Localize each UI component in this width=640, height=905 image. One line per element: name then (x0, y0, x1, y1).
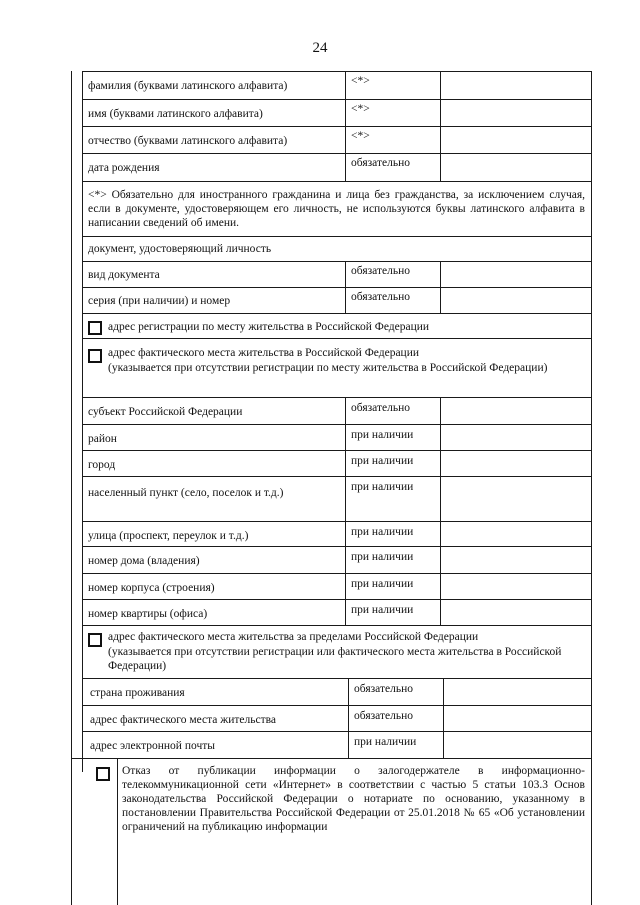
name-row-divider (82, 99, 591, 100)
name-row-requirement: <*> (351, 103, 370, 115)
rf-address-row-label: номер квартиры (офиса) (88, 608, 208, 620)
rf-address-col-sep-2 (440, 546, 441, 573)
id-doc-col-sep-1 (345, 287, 346, 313)
name-row-label: имя (буквами латинского алфавита) (88, 108, 263, 120)
rf-address-col-sep-2 (440, 397, 441, 424)
actual-address-rf-label: адрес фактического места жительства в Российской Федерации (108, 347, 420, 359)
abroad-address-col-sep-2 (443, 705, 444, 731)
abroad-address-col-sep-2 (443, 678, 444, 705)
name-row-requirement: обязательно (351, 157, 410, 169)
rf-address-row-divider (82, 546, 591, 547)
abroad-address-row-requirement: обязательно (354, 710, 413, 722)
abroad-address-row-label: адрес электронной почты (90, 740, 215, 752)
actual-address-abroad-checkbox[interactable] (88, 633, 102, 647)
abroad-address-row-label: адрес фактического места жительства (90, 714, 276, 726)
rf-address-col-sep-1 (345, 397, 346, 424)
rf-address-row-requirement: при наличии (351, 578, 414, 590)
refusal-inner-separator (117, 758, 118, 905)
rf-address-row-label: район (88, 433, 117, 445)
name-col-sep-1 (345, 126, 346, 153)
name-col-sep-2 (440, 71, 441, 99)
rf-address-col-sep-2 (440, 521, 441, 546)
rf-address-row-divider (82, 476, 591, 477)
rf-address-row-requirement: при наличии (351, 455, 414, 467)
id-doc-col-sep-2 (440, 287, 441, 313)
rf-address-col-sep-2 (440, 573, 441, 599)
id-doc-header-divider (82, 261, 591, 262)
refusal-top-divider (71, 758, 591, 759)
id-doc-row-requirement: обязательно (351, 265, 410, 277)
rf-address-col-sep-1 (345, 521, 346, 546)
name-row-divider (82, 153, 591, 154)
rf-address-row-label: город (88, 459, 116, 471)
actual-address-abroad-note: (указывается при отсутствии регистрации или фактического места жительства в Российской Федерации) (108, 646, 562, 672)
rf-address-col-sep-2 (440, 599, 441, 625)
name-row-label: дата рождения (88, 162, 160, 174)
outer-left-border (71, 71, 72, 905)
rf-address-row-requirement: при наличии (351, 604, 414, 616)
registration-address-divider (82, 338, 591, 339)
actual-address-rf-divider (82, 397, 591, 398)
rf-address-col-sep-1 (345, 450, 346, 476)
rf-address-row-divider (82, 424, 591, 425)
name-row-requirement: <*> (351, 130, 370, 142)
id-doc-header: документ, удостоверяющий личность (88, 243, 272, 255)
rf-address-row-divider (82, 450, 591, 451)
name-col-sep-2 (440, 153, 441, 181)
rf-address-row-requirement: обязательно (351, 402, 410, 414)
id-doc-row-label: серия (при наличии) и номер (88, 295, 231, 307)
right-border (591, 71, 592, 905)
id-doc-row-requirement: обязательно (351, 291, 410, 303)
refusal-text: Отказ от публикации информации о залогодержателе в информационно-телекоммуникационной сети «Интернет» в соответствии с частью 5 статьи 103.3 Основ законодательства Российской Федерации о нотариате по основанию, указанному в постановлении Правительства Российской Федерации от 25.01.2018 № 65 «Об установлении ограничений на публикацию информации (122, 765, 585, 833)
abroad-address-row-requirement: при наличии (354, 736, 417, 748)
id-doc-col-sep-2 (440, 261, 441, 287)
inner-left-border (82, 71, 83, 772)
rf-address-row-requirement: при наличии (351, 551, 414, 563)
refusal-checkbox[interactable] (96, 767, 110, 781)
actual-address-abroad-label: адрес фактического места жительства за пределами Российской Федерации (108, 631, 479, 643)
registration-address-checkbox[interactable] (88, 321, 102, 335)
abroad-address-col-sep-1 (348, 731, 349, 758)
abroad-address-col-sep-1 (348, 678, 349, 705)
name-row-label: фамилия (буквами латинского алфавита) (88, 80, 288, 92)
name-row-divider (82, 126, 591, 127)
page-number: 24 (312, 40, 328, 56)
rf-address-col-sep-1 (345, 546, 346, 573)
top-border (82, 71, 591, 72)
id-doc-col-sep-1 (345, 261, 346, 287)
footnote-text: <*> Обязательно для иностранного гражданина и лица без гражданства, за исключением случая, если в документе, удостоверяющем его личность, не используются буквы латинского алфавита в написании сведений об имени. (88, 189, 585, 229)
abroad-address-row-divider (82, 731, 591, 732)
rf-address-row-label: номер дома (владения) (88, 555, 200, 567)
abroad-address-row-divider (82, 705, 591, 706)
name-row-label: отчество (буквами латинского алфавита) (88, 135, 288, 147)
rf-address-row-label: субъект Российской Федерации (88, 406, 243, 418)
rf-address-row-requirement: при наличии (351, 429, 414, 441)
registration-address-label: адрес регистрации по месту жительства в Российской Федерации (108, 321, 430, 333)
rf-address-row-label: улица (проспект, переулок и т.д.) (88, 530, 249, 542)
rf-address-row-label: номер корпуса (строения) (88, 582, 215, 594)
actual-address-rf-checkbox[interactable] (88, 349, 102, 363)
rf-address-row-divider (82, 599, 591, 600)
rf-address-col-sep-2 (440, 424, 441, 450)
rf-address-row-divider (82, 521, 591, 522)
rf-address-row-label: населенный пункт (село, поселок и т.д.) (88, 487, 284, 499)
rf-address-col-sep-1 (345, 424, 346, 450)
name-col-sep-1 (345, 71, 346, 99)
rf-address-col-sep-1 (345, 599, 346, 625)
abroad-address-row-label: страна проживания (90, 687, 185, 699)
name-row-requirement: <*> (351, 75, 370, 87)
id-doc-row-divider (82, 313, 591, 314)
rf-address-col-sep-2 (440, 476, 441, 521)
rf-address-row-requirement: при наличии (351, 481, 414, 493)
id-doc-row-divider (82, 287, 591, 288)
abroad-address-col-sep-2 (443, 731, 444, 758)
rf-address-col-sep-2 (440, 450, 441, 476)
footnote-divider (82, 236, 591, 237)
rf-address-row-requirement: при наличии (351, 526, 414, 538)
id-doc-row-label: вид документа (88, 269, 160, 281)
actual-address-abroad-divider (82, 678, 591, 679)
abroad-address-row-requirement: обязательно (354, 683, 413, 695)
rf-address-col-sep-1 (345, 476, 346, 521)
actual-address-rf-note: (указывается при отсутствии регистрации по месту жительства в Российской Федерации) (108, 362, 548, 374)
rf-address-row-divider (82, 625, 591, 626)
rf-address-col-sep-1 (345, 573, 346, 599)
name-col-sep-2 (440, 99, 441, 126)
abroad-address-col-sep-1 (348, 705, 349, 731)
rf-address-row-divider (82, 573, 591, 574)
name-col-sep-1 (345, 153, 346, 181)
name-col-sep-1 (345, 99, 346, 126)
name-row-divider (82, 181, 591, 182)
name-col-sep-2 (440, 126, 441, 153)
